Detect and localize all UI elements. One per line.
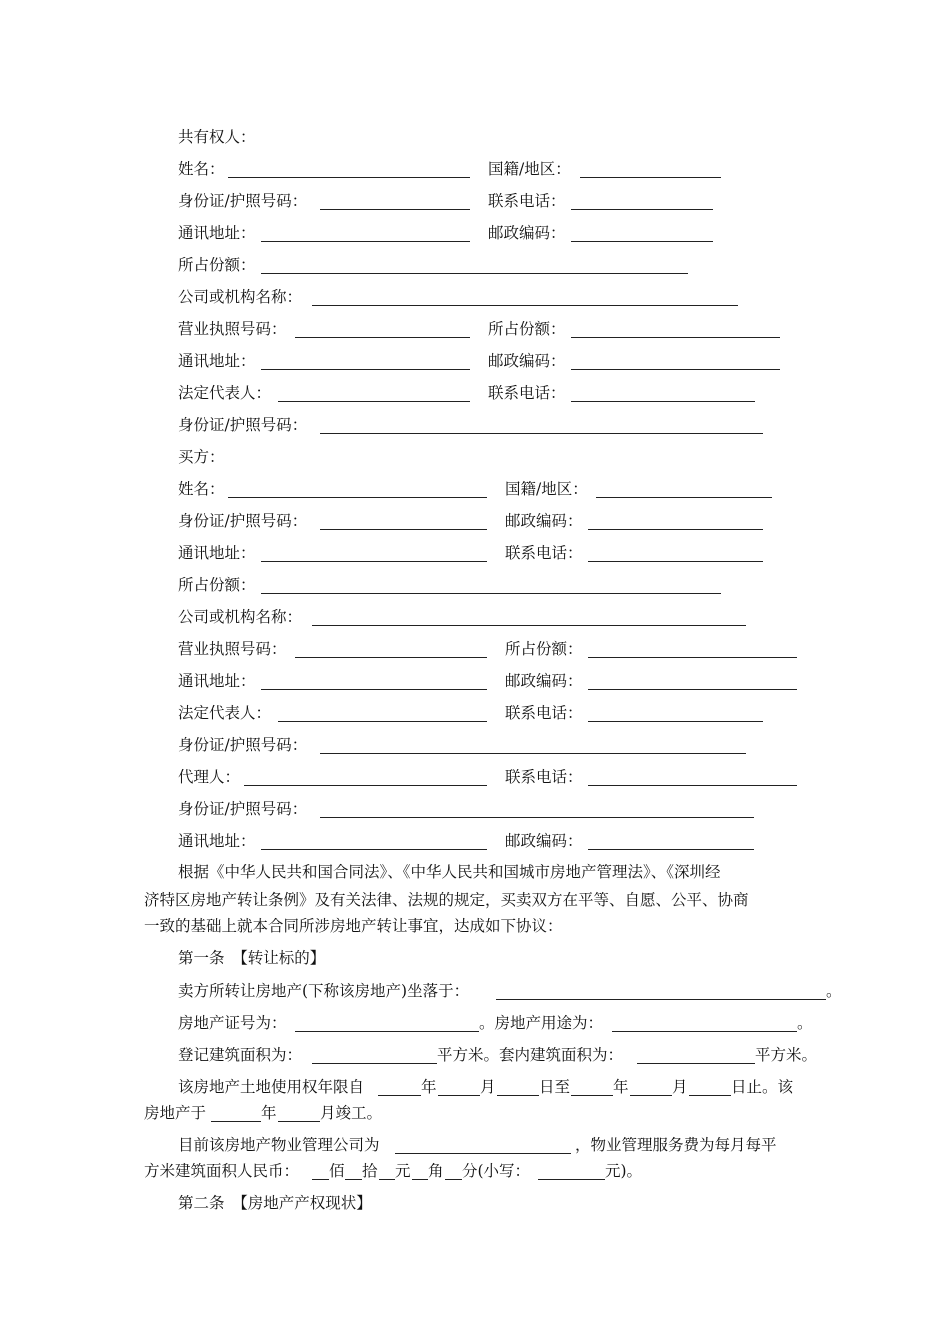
buyer-id3-field[interactable] xyxy=(320,817,754,818)
buyer-address2-field[interactable] xyxy=(261,689,487,690)
article-2-heading: 第二条 【房地产产权现状】 xyxy=(178,1194,372,1212)
article-1-term-year1-field[interactable] xyxy=(378,1095,421,1096)
co-owner-phone2-label: 联系电话： xyxy=(488,384,566,402)
article-1-completion-year: 年 xyxy=(261,1104,277,1122)
co-owner-postcode-field[interactable] xyxy=(571,241,713,242)
article-1-term-year2-field[interactable] xyxy=(571,1095,613,1096)
article-1-mgmt-fee-text: ，物业管理服务费为每月每平 xyxy=(575,1136,777,1154)
co-owner-phone-field[interactable] xyxy=(571,209,713,210)
article-1-use-field[interactable] xyxy=(612,1031,797,1032)
article-1-location-label: 卖方所转让房地产(下称该房地产)坐落于： xyxy=(178,982,470,1000)
article-1-use-end: 。 xyxy=(797,1014,813,1032)
article-1-fee-yuan: 元 xyxy=(395,1162,411,1180)
co-owner-address2-field[interactable] xyxy=(261,369,470,370)
co-owner-address-field[interactable] xyxy=(261,241,470,242)
buyer-share2-label: 所占份额： xyxy=(505,640,583,658)
buyer-legal-rep-field[interactable] xyxy=(278,721,487,722)
article-1-term-day2: 日止。该 xyxy=(731,1078,794,1096)
buyer-agent-field[interactable] xyxy=(244,785,487,786)
buyer-postcode-label: 邮政编码： xyxy=(505,512,583,530)
article-1-completion-year-field[interactable] xyxy=(211,1121,261,1122)
co-owner-license-label: 营业执照号码： xyxy=(178,320,287,338)
buyer-postcode3-label: 邮政编码： xyxy=(505,832,583,850)
buyer-legal-rep-label: 法定代表人： xyxy=(178,704,272,722)
buyer-address2-label: 通讯地址： xyxy=(178,672,256,690)
article-1-fee-lower-field[interactable] xyxy=(538,1179,605,1180)
co-owner-title: 共有权人： xyxy=(178,128,256,146)
co-owner-postcode-label: 邮政编码： xyxy=(488,224,566,242)
article-1-cert-label: 房地产证号为： xyxy=(178,1014,287,1032)
buyer-id2-label: 身份证/护照号码： xyxy=(178,736,308,754)
co-owner-id-label: 身份证/护照号码： xyxy=(178,192,308,210)
article-1-term-year1: 年 xyxy=(421,1078,437,1096)
article-1-fee-label: 方米建筑面积人民币： xyxy=(144,1162,300,1180)
buyer-id3-label: 身份证/护照号码： xyxy=(178,800,308,818)
buyer-postcode2-field[interactable] xyxy=(588,689,797,690)
article-1-fee-fen: 分(小写： xyxy=(462,1162,531,1180)
article-1-fee-bai-field[interactable] xyxy=(312,1179,329,1180)
article-1-mgmt-label: 目前该房地产物业管理公司为 xyxy=(178,1136,380,1154)
co-owner-id2-field[interactable] xyxy=(320,433,763,434)
article-1-use-label: 。房地产用途为： xyxy=(479,1014,604,1032)
buyer-postcode3-field[interactable] xyxy=(588,849,754,850)
article-1-term-month1: 月 xyxy=(480,1078,496,1096)
co-owner-share-field[interactable] xyxy=(261,273,688,274)
buyer-company-label: 公司或机构名称： xyxy=(178,608,303,626)
article-1-fee-shi-field[interactable] xyxy=(345,1179,362,1180)
buyer-id-field[interactable] xyxy=(320,529,487,530)
article-1-area-label: 登记建筑面积为： xyxy=(178,1046,303,1064)
co-owner-postcode2-label: 邮政编码： xyxy=(488,352,566,370)
article-1-term-month2-field[interactable] xyxy=(630,1095,672,1096)
co-owner-postcode2-field[interactable] xyxy=(571,369,780,370)
co-owner-nationality-field[interactable] xyxy=(580,177,721,178)
article-1-fee-jiao-field[interactable] xyxy=(412,1179,428,1180)
article-1-cert-field[interactable] xyxy=(295,1031,479,1032)
buyer-license-label: 营业执照号码： xyxy=(178,640,287,658)
article-1-term-label: 该房地产土地使用权年限自 xyxy=(178,1078,365,1096)
article-1-area-unit: 平方米。套内建筑面积为： xyxy=(437,1046,624,1064)
buyer-nationality-label: 国籍/地区： xyxy=(505,480,588,498)
buyer-postcode2-label: 邮政编码： xyxy=(505,672,583,690)
co-owner-share2-label: 所占份额： xyxy=(488,320,566,338)
article-1-area-field[interactable] xyxy=(312,1063,437,1064)
co-owner-id2-label: 身份证/护照号码： xyxy=(178,416,308,434)
co-owner-nationality-label: 国籍/地区： xyxy=(488,160,571,178)
article-1-location-end: 。 xyxy=(826,982,842,1000)
article-1-term-year2: 年 xyxy=(613,1078,629,1096)
buyer-phone3-label: 联系电话： xyxy=(505,768,583,786)
co-owner-license-field[interactable] xyxy=(295,337,470,338)
buyer-phone2-field[interactable] xyxy=(588,721,763,722)
co-owner-company-label: 公司或机构名称： xyxy=(178,288,303,306)
article-1-inner-unit: 平方米。 xyxy=(755,1046,818,1064)
buyer-phone-field[interactable] xyxy=(588,561,763,562)
buyer-name-label: 姓名： xyxy=(178,480,225,498)
co-owner-address2-label: 通讯地址： xyxy=(178,352,256,370)
buyer-share-label: 所占份额： xyxy=(178,576,256,594)
buyer-license-field[interactable] xyxy=(295,657,487,658)
co-owner-name-label: 姓名： xyxy=(178,160,225,178)
co-owner-share2-field[interactable] xyxy=(571,337,780,338)
article-1-completion-month-field[interactable] xyxy=(278,1121,320,1122)
article-1-completion-end: 月竣工。 xyxy=(320,1104,383,1122)
buyer-address3-label: 通讯地址： xyxy=(178,832,256,850)
article-1-fee-jiao: 角 xyxy=(428,1162,444,1180)
article-1-fee-fen-field[interactable] xyxy=(445,1179,462,1180)
co-owner-share-label: 所占份额： xyxy=(178,256,256,274)
article-1-term-month2: 月 xyxy=(672,1078,688,1096)
buyer-phone2-label: 联系电话： xyxy=(505,704,583,722)
buyer-company-field[interactable] xyxy=(312,625,746,626)
article-1-fee-shi: 拾 xyxy=(362,1162,378,1180)
article-1-mgmt-field[interactable] xyxy=(395,1153,571,1154)
co-owner-name-field[interactable] xyxy=(228,177,470,178)
co-owner-legal-rep-label: 法定代表人： xyxy=(178,384,272,402)
preamble-line-3: 一致的基础上就本合同所涉房地产转让事宜，达成如下协议： xyxy=(144,917,563,935)
buyer-nationality-field[interactable] xyxy=(596,497,772,498)
buyer-agent-label: 代理人： xyxy=(178,768,241,786)
buyer-address3-field[interactable] xyxy=(261,849,487,850)
buyer-share-field[interactable] xyxy=(261,593,721,594)
buyer-phone3-field[interactable] xyxy=(588,785,797,786)
preamble-line-1: 根据《中华人民共和国合同法》、《中华人民共和国城市房地产管理法》、《深圳经 xyxy=(178,863,721,881)
article-1-term-day1: 日至 xyxy=(539,1078,571,1096)
article-1-term-month1-field[interactable] xyxy=(438,1095,480,1096)
article-1-fee-yuan-field[interactable] xyxy=(379,1179,395,1180)
buyer-title: 买方： xyxy=(178,448,225,466)
buyer-address-field[interactable] xyxy=(261,561,487,562)
buyer-phone-label: 联系电话： xyxy=(505,544,583,562)
article-1-fee-bai: 佰 xyxy=(329,1162,345,1180)
buyer-share2-field[interactable] xyxy=(588,657,797,658)
preamble-line-2: 济特区房地产转让条例》及有关法律、法规的规定，买卖双方在平等、自愿、公平、协商 xyxy=(144,891,749,909)
co-owner-company-field[interactable] xyxy=(312,305,738,306)
co-owner-phone-label: 联系电话： xyxy=(488,192,566,210)
buyer-postcode-field[interactable] xyxy=(588,529,763,530)
article-1-fee-end: 元)。 xyxy=(605,1162,643,1180)
buyer-id-label: 身份证/护照号码： xyxy=(178,512,308,530)
article-1-location-field[interactable] xyxy=(496,999,826,1000)
article-1-completion-label: 房地产于 xyxy=(144,1104,207,1122)
article-1-inner-area-field[interactable] xyxy=(637,1063,755,1064)
buyer-address-label: 通讯地址： xyxy=(178,544,256,562)
co-owner-legal-rep-field[interactable] xyxy=(278,401,470,402)
co-owner-address-label: 通讯地址： xyxy=(178,224,256,242)
article-1-heading: 第一条 【转让标的】 xyxy=(178,949,326,967)
buyer-name-field[interactable] xyxy=(228,497,487,498)
article-1-term-day1-field[interactable] xyxy=(497,1095,539,1096)
co-owner-phone2-field[interactable] xyxy=(571,401,755,402)
co-owner-id-field[interactable] xyxy=(320,209,470,210)
article-1-term-day2-field[interactable] xyxy=(689,1095,731,1096)
buyer-id2-field[interactable] xyxy=(320,753,746,754)
